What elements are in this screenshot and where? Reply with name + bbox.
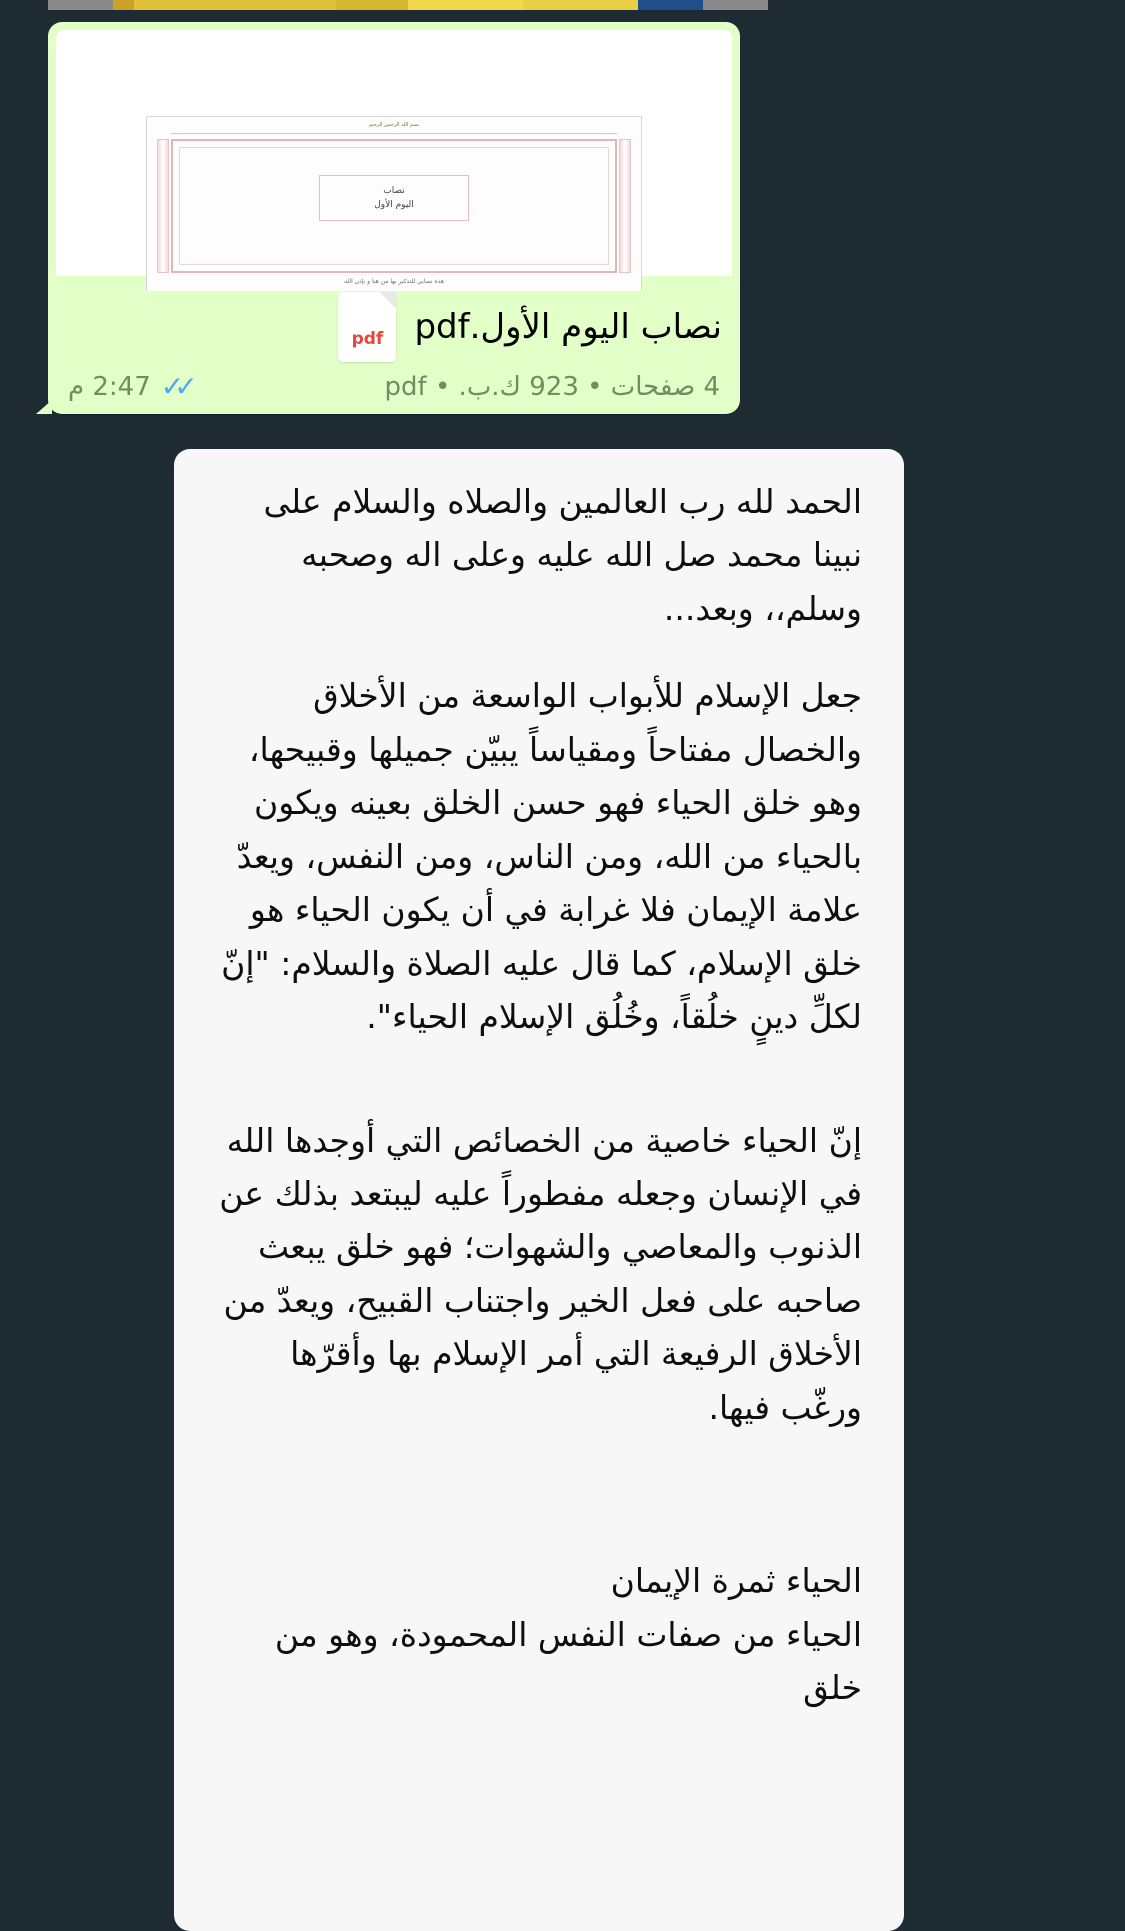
strip-segment (523, 0, 638, 10)
pdf-file-icon[interactable] (338, 292, 396, 362)
message-paragraph: جعل الإسلام للأبواب الواسعة من الأخلاق والخصال مفتاحاً ومقياساً يبيّن جميلها وقبيحها، وهو خلق الحياء فهو حسن الخلق بعينه ويكون بالحياء من الله، ومن الناس، ومن النفس، ويعدّ علامة الإيمان فلا غرابة في أن يكون الحياء هو خلق الإسلام، كما قال عليه الصلاة والسلام: "إنّ لكلِّ دينٍ خلُقاً، وخُلُق الإسلام الحياء". (221, 676, 862, 1037)
previous-media-strip (48, 0, 768, 10)
message-paragraph: الحمد لله رب العالمين والصلاه والسلام على نبينا محمد صل الله عليه وعلى اله وصحبه وسلم،، وبعد... (263, 482, 862, 628)
pdf-title-line-1: نصاب (383, 186, 405, 196)
strip-segment (638, 0, 703, 10)
document-meta-row (56, 368, 732, 414)
pdf-page-rule (171, 133, 617, 134)
pdf-ext-label: pdf (351, 329, 384, 349)
pdf-left-column-ornament (157, 139, 169, 273)
document-file-name: نصاب اليوم الأول.pdf (414, 307, 722, 347)
pdf-title-box (319, 175, 469, 221)
strip-segment (336, 0, 408, 10)
text-message-bubble[interactable] (174, 449, 904, 1931)
pdf-page-header: بسم الله الرحمن الرحيم (368, 122, 420, 128)
pdf-first-page (146, 116, 642, 291)
pdf-title-line-2: اليوم الأول (374, 200, 414, 210)
strip-segment (408, 0, 523, 10)
strip-segment (134, 0, 336, 10)
double-check-read-icon: ✓✓ (160, 370, 188, 403)
message-timestamp: 2:47 م (68, 372, 151, 402)
strip-segment (113, 0, 135, 10)
paragraph-spacer (210, 635, 862, 669)
pdf-footer-note: هذه نصابي للتذكير بها من هنا و بإذن الله (344, 278, 444, 285)
message-paragraph: إنّ الحياء خاصية من الخصائص التي أوجدها الله في الإنسان وجعله مفطوراً عليه ليبتعد بذلك عن الذنوب والمعاصي والشهوات؛ فهو خلق يبعث صاحبه على فعل الخير واجتناب القبيح، ويعدّ من الأخلاق الرفيعة التي أمر الإسلام بها وأقرّها ورغّب فيها. (219, 1120, 862, 1427)
paragraph-spacer (210, 1434, 862, 1554)
pdf-right-column-ornament (619, 139, 631, 273)
message-paragraph: الحياء من صفات النفس المحمودة، وهو من خلق (274, 1614, 862, 1708)
message-status (68, 372, 196, 402)
paragraph-spacer (210, 1044, 862, 1114)
document-meta-text: 4 صفحات • 923 ك.ب. • pdf (384, 372, 720, 402)
document-preview-thumbnail[interactable] (56, 30, 732, 285)
strip-segment (703, 0, 768, 10)
message-subheading: الحياء ثمرة الإيمان (610, 1561, 862, 1601)
strip-segment (48, 0, 113, 10)
document-message-bubble[interactable] (48, 22, 740, 414)
